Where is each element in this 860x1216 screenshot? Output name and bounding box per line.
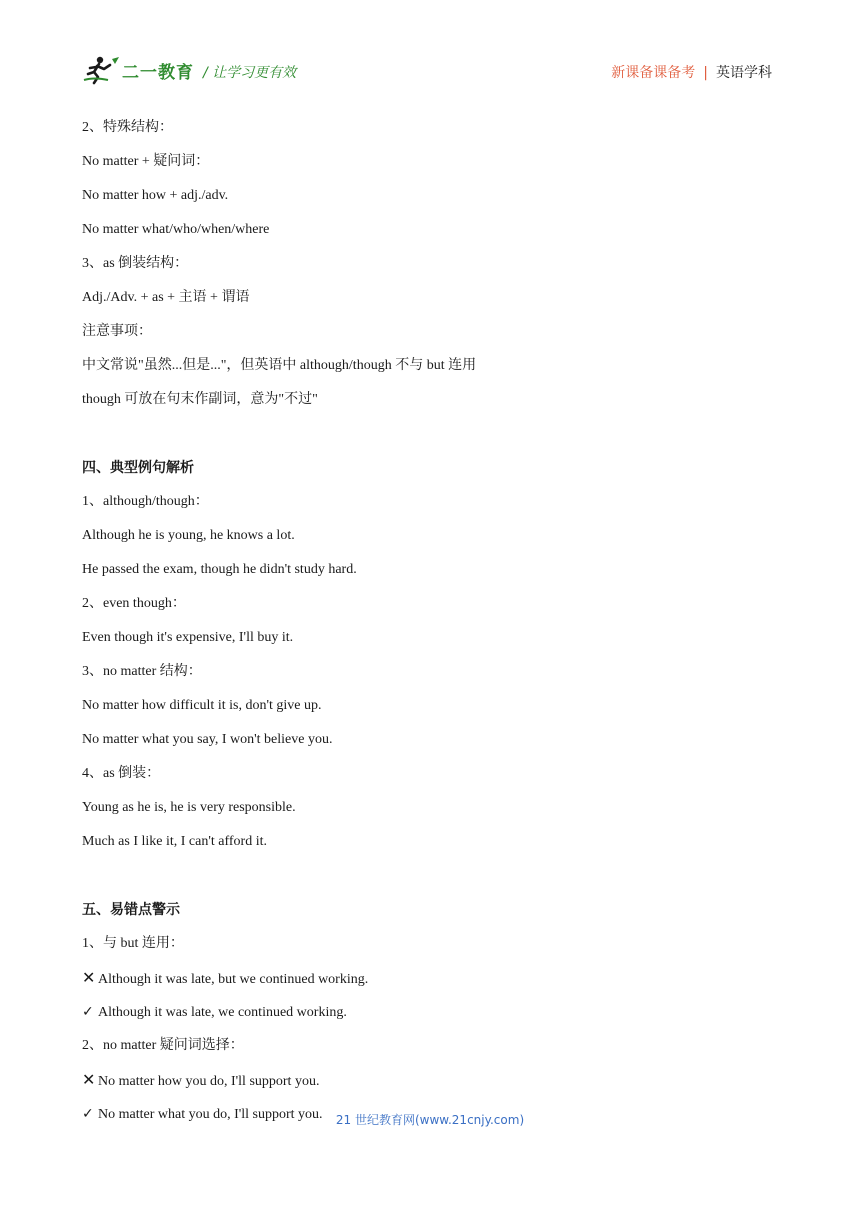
right-example	[82, 995, 782, 1029]
header-separator: |	[703, 65, 708, 81]
text-line: No matter what/who/when/where	[82, 222, 270, 237]
text-line: 中文常说"虽然...但是..."，但英语中 although/though 不与 but 连用	[82, 358, 477, 373]
wrong-example	[82, 1063, 782, 1097]
spacer	[82, 417, 782, 451]
subsection-title: 3、no matter 结构：	[82, 664, 202, 679]
wrong-example	[82, 961, 782, 995]
logo-text: 二一教育	[122, 62, 194, 83]
example-sentence: He passed the exam, though he didn't study hard.	[82, 562, 357, 577]
example-sentence: No matter what you say, I won't believe you.	[82, 732, 333, 747]
header-slogan: / 让学习更有效	[203, 65, 297, 81]
text-line: No matter + 疑问词：	[82, 154, 210, 169]
spacer	[82, 859, 782, 893]
header-right	[611, 62, 772, 82]
wrong-example-text: No matter how you do, I'll support you.	[98, 1074, 320, 1089]
right-example-text: No matter what you do, I'll support you.	[98, 1107, 323, 1122]
right-example-text: Although it was late, we continued working.	[98, 1005, 347, 1020]
text-line: though 可放在句末作副词，意为"不过"	[82, 392, 318, 407]
example-sentence: Young as he is, he is very responsible.	[82, 800, 296, 815]
text-line: Adj./Adv. + as + 主语 + 谓语	[82, 290, 250, 305]
example-sentence: Even though it's expensive, I'll buy it.	[82, 630, 294, 645]
page-footer: 21 世纪教育网(www.21cnjy.com)	[335, 1113, 525, 1127]
subsection-title: 2、even though：	[82, 596, 186, 611]
example-sentence: Although he is young, he knows a lot.	[82, 528, 295, 543]
document-body	[82, 111, 782, 1131]
example-sentence: No matter how difficult it is, don't give up.	[82, 698, 322, 713]
subsection-title: 3、as 倒装结构：	[82, 256, 189, 271]
subsection-title: 4、as 倒装：	[82, 766, 161, 781]
page-header	[0, 0, 860, 100]
text-line: No matter how + adj./adv.	[82, 188, 229, 203]
example-sentence: Much as I like it, I can't afford it.	[82, 834, 267, 849]
logo	[82, 55, 194, 85]
cross-mark-icon: ✕	[82, 1070, 96, 1089]
header-subject: 英语学科	[716, 65, 772, 81]
wrong-example-text: Although it was late, but we continued working.	[98, 972, 369, 987]
subsection-title: 1、与 but 连用：	[82, 936, 184, 951]
subsection-title: 2、特殊结构：	[82, 120, 173, 135]
section-heading-4: 四、典型例句解析	[82, 460, 194, 476]
subsection-title: 2、no matter 疑问词选择：	[82, 1038, 244, 1053]
subsection-title: 1、although/though：	[82, 494, 209, 509]
text-line: 注意事项：	[82, 324, 152, 339]
cross-mark-icon: ✕	[82, 968, 96, 987]
check-mark-icon: ✓	[82, 1004, 94, 1020]
header-course: 新课备课备考	[611, 65, 696, 81]
section-heading-5: 五、易错点警示	[82, 902, 180, 918]
check-mark-icon: ✓	[82, 1106, 94, 1122]
runner-logo-icon	[82, 55, 120, 85]
